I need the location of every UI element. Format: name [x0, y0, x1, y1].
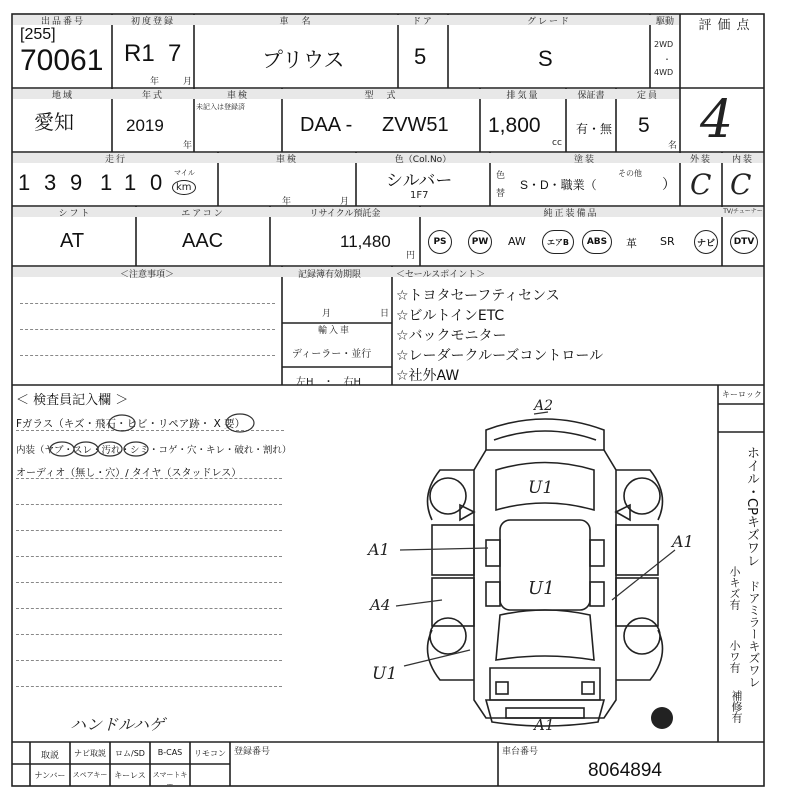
capacity-value: 5	[638, 114, 650, 137]
mileage-digit-2: 3	[44, 170, 57, 195]
recycle-value: 11,480	[340, 232, 391, 251]
mileage-label: 走行	[104, 155, 127, 165]
equip-leather: 革	[626, 237, 637, 250]
import-value: ディーラー・並行	[292, 349, 372, 360]
inspector-audio-tire-line: オーディオ（無し・穴）/ タイヤ（スタッドレス）	[16, 468, 242, 479]
selling-point-4: ☆レーダークルーズコントロール	[396, 348, 604, 364]
wheel-cp-note: ホイル・CPキズワレ	[744, 446, 759, 567]
mileage-digit-5: 1	[124, 170, 137, 195]
mileage-unit-mile: マイル	[174, 169, 195, 177]
damage-mark-front-bumper: A2	[534, 398, 554, 414]
inspection2-label: 車検	[275, 155, 298, 165]
shift-value: AT	[60, 230, 85, 252]
mileage-digit-4: 1	[100, 170, 113, 195]
footer-spare-key: スペアキー	[72, 771, 108, 779]
color-label: 色（Col.No）	[394, 155, 452, 165]
first-reg-month-unit: 月	[183, 77, 193, 87]
damage-mark-roof: U1	[528, 578, 555, 599]
door-label: ドア	[412, 17, 434, 27]
door-mirror-note: ドアミラーキズワレ	[747, 580, 761, 688]
drive-label: 駆動	[655, 17, 674, 27]
type-code: ZVW51	[382, 114, 449, 136]
paint-close: ）	[662, 176, 676, 192]
drive-2wd: 2WD	[654, 40, 674, 49]
cc-value: 1,800	[488, 114, 541, 137]
exterior-value: C	[690, 168, 712, 201]
recycle-label: リサイクル預託金	[309, 209, 381, 219]
score-value: 4	[700, 90, 734, 150]
selling-point-3: ☆バックモニター	[396, 328, 507, 344]
selling-point-5: ☆社外AW	[396, 368, 460, 384]
equip-dtv-badge: DTV	[730, 230, 758, 254]
grade-label: グレード	[526, 17, 571, 27]
inspector-windshield-line: Fガラス（キズ・飛石・ヒビ・リペア跡・ X 要）	[16, 418, 246, 430]
paint-label: 塗装	[573, 155, 596, 165]
cc-label: 排気量	[506, 91, 540, 101]
paint-value: S・D・職業（	[520, 178, 597, 192]
mileage-unit-km: km	[172, 180, 196, 195]
warranty-value: 有・無	[576, 122, 613, 136]
equip-ps-badge: PS	[428, 230, 452, 254]
color-change-2: 替	[496, 189, 506, 199]
lot-number-label: 出品番号	[40, 17, 85, 27]
inspection-label: 車検	[226, 91, 249, 101]
lot-sub-number: [255]	[20, 26, 56, 43]
first-reg-year-unit: 年	[150, 77, 160, 87]
equip-pw-badge: PW	[468, 230, 492, 254]
damage-mark-left-rear-fender: U1	[372, 664, 398, 684]
equip-abs-badge: ABS	[582, 230, 612, 254]
inspection-note: 未記入は登録済	[196, 103, 245, 111]
region: 愛知	[34, 112, 74, 134]
inspector-interior-line: 内装（ヤブ・スレ・汚れ・シミ・コゲ・穴・キレ・破れ・割れ）	[16, 445, 292, 456]
mileage-digit-6: 0	[150, 170, 163, 195]
color-change-1: 色	[496, 171, 506, 181]
small-scratch-note: 小キズ有	[728, 566, 741, 610]
exterior-label: 外装	[689, 155, 712, 165]
ac-value: AAC	[182, 230, 224, 252]
record-day-unit: 日	[380, 309, 390, 319]
inspector-title: ＜ 検査員記入欄 ＞	[16, 393, 129, 408]
paint-other: その他	[618, 169, 642, 178]
caution-label: ＜注意事項＞	[120, 270, 175, 280]
record-expiry-label: 記録簿有効期限	[298, 270, 362, 280]
lot-number: 70061	[20, 44, 104, 77]
interior-label: 内装	[731, 155, 754, 165]
score-label: 評価点	[698, 18, 756, 33]
first-reg-month: 7	[168, 40, 182, 67]
footer-remote: リモコン	[194, 749, 226, 758]
interior-value: C	[730, 168, 752, 201]
selling-points-label: ＜セールスポイント＞	[396, 270, 486, 280]
doors: 5	[414, 44, 427, 69]
small-crack-note: 小ワ有	[728, 640, 741, 673]
model-year-unit: 年	[183, 141, 193, 151]
footer-keyless: キーレス	[114, 771, 146, 780]
damage-mark-left-rear-door: A4	[370, 596, 391, 614]
grade: S	[538, 46, 553, 71]
registration-number-label: 登録番号	[234, 747, 271, 757]
recycle-unit: 円	[406, 251, 416, 261]
selling-point-2: ☆ビルトインETC	[396, 308, 505, 324]
chassis-number-label: 車台番号	[502, 747, 539, 757]
tv-label: TV/チューナー	[723, 208, 763, 215]
handle-value: 左H ・ 右H	[296, 377, 362, 388]
chassis-number: 8064894	[588, 760, 662, 781]
footer-smart-key: スマートキー	[152, 771, 188, 789]
mileage-digit-1: 1	[18, 170, 31, 195]
record-month-unit: 月	[322, 309, 332, 319]
inspection2-year-unit: 年	[282, 197, 292, 207]
footer-navi-manual: ナビ取説	[74, 749, 106, 758]
type-prefix: DAA -	[300, 114, 353, 136]
footer-manual: 取説	[40, 751, 59, 761]
damage-mark-rear-bumper: A1	[534, 716, 555, 734]
equipment-label: 純正装備品	[543, 209, 599, 219]
model-year-label: 年式	[141, 91, 164, 101]
equip-aw: AW	[508, 235, 526, 248]
selling-point-1: ☆トヨタセーフティセンス	[396, 288, 560, 304]
keylock-label: キーロック	[722, 390, 762, 399]
drive-separator: ・	[663, 55, 671, 64]
color-number: 1F7	[410, 190, 429, 201]
first-reg-era: R1	[124, 40, 155, 67]
drive-4wd: 4WD	[654, 68, 674, 77]
shift-label: シフト	[58, 209, 92, 219]
car-name: プリウス	[262, 49, 345, 72]
car-name-label: 車 名	[279, 17, 313, 27]
inspection2-month-unit: 月	[340, 197, 350, 207]
import-label: 輸入車	[318, 326, 352, 336]
footer-rom-sd: ロム/SD	[115, 749, 145, 758]
first-registration-label: 初度登録	[130, 17, 175, 27]
capacity-label: 定員	[636, 91, 659, 101]
footer-bcas: B-CAS	[157, 748, 183, 757]
type-label: 型 式	[364, 91, 398, 101]
mileage-digit-3: 9	[70, 170, 83, 195]
capacity-unit: 名	[668, 141, 678, 151]
cc-unit: cc	[552, 138, 562, 148]
equip-navi-badge: ナビ	[694, 230, 718, 254]
repair-note: 補修有	[730, 690, 743, 723]
color-value: シルバー	[386, 171, 453, 190]
inspector-handwritten-note: ハンドルハゲ	[70, 715, 165, 734]
footer-plate: ナンバー	[34, 771, 66, 780]
warranty-label: 保証書	[577, 91, 605, 101]
damage-mark-right-door: A1	[672, 532, 694, 551]
ac-label: エアコン	[181, 209, 225, 219]
equip-sunroof: SR	[660, 235, 675, 248]
damage-mark-hood: U1	[528, 478, 554, 498]
damage-mark-left-front-door: A1	[368, 540, 390, 559]
model-year: 2019	[126, 116, 164, 135]
equip-airbag-badge: エアB	[542, 230, 574, 254]
region-label: 地域	[51, 91, 74, 101]
